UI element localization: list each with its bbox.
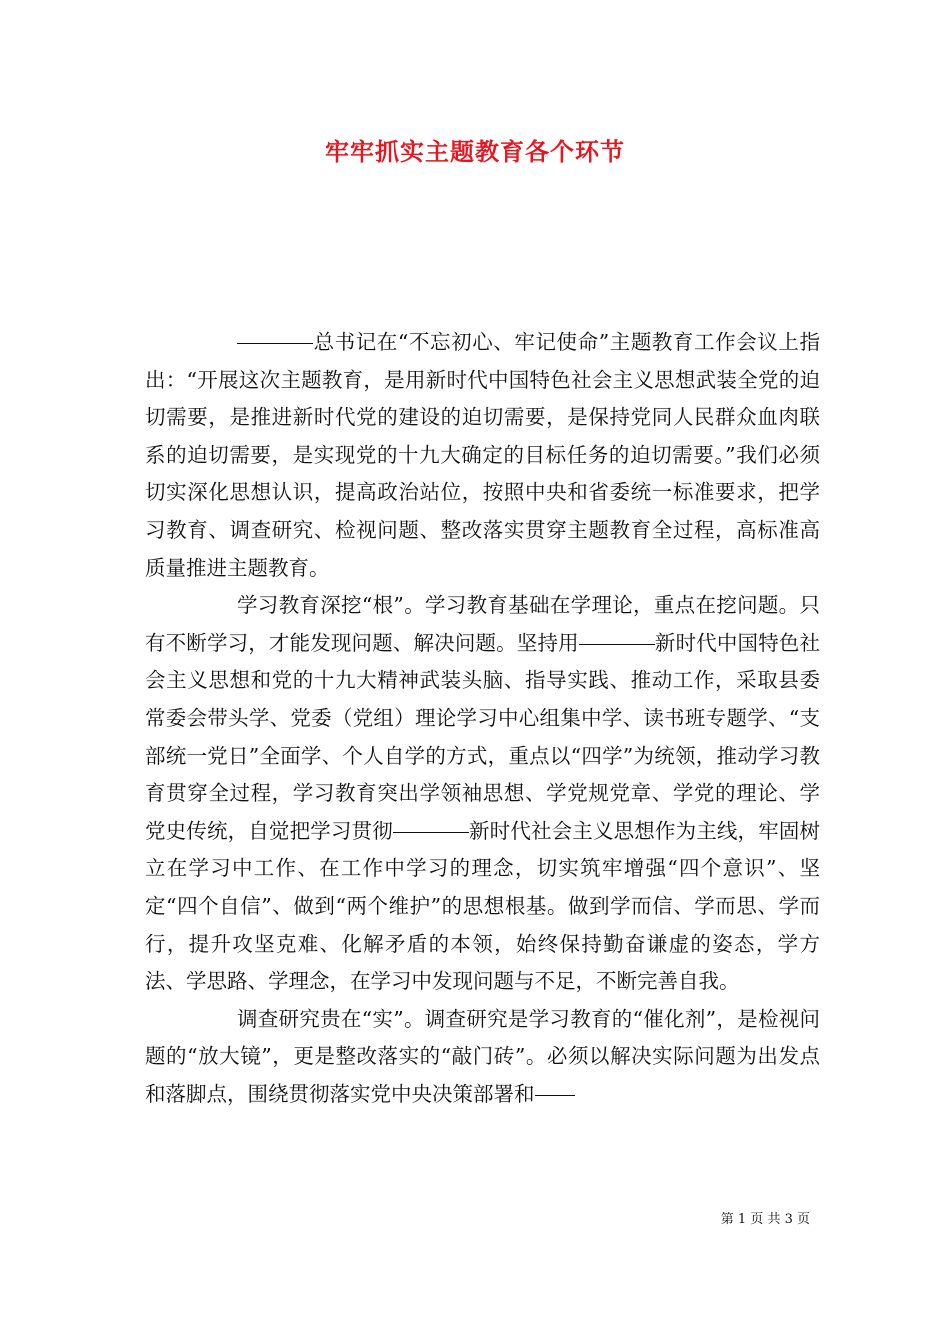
page-number: 第 1 页 共 3 页: [720, 1212, 810, 1227]
document-title: 牢牢抓实主题教育各个环节: [325, 137, 625, 166]
paragraph-intro: [145, 324, 820, 587]
paragraph-text: 新时代中国特色社会主义思想和党的十九大精神武装头脑、指导实践、推动工作，采取县委常委会带头学、党委（党组）理论学习中心组集中学、读书班专题学、“支部统一党日”全面学、个人自学的方式，重点以“四学”为统领，推动学习教育贯穿全过程，学习教育突出学领袖思想、学党规党章、学党的理论、学党史传统，自觉把学习贯彻: [145, 630, 821, 843]
paragraph-study: [145, 587, 820, 1001]
redacted-blank: [579, 643, 655, 645]
paragraph-research: [145, 1001, 820, 1114]
paragraph-text: 调查研究贵在“实”。调查研究是学习教育的“催化剂”，是检视问题的“放大镜”，更是整改落实的“敲门砖”。必须以解决实际问题为出发点和落脚点，围绕贯彻落实党中央决策部署和: [145, 1006, 820, 1106]
document-body: [145, 324, 820, 1113]
redacted-blank: [393, 831, 469, 833]
paragraph-text: 学习教育深挖“根”。学习教育基础在学理论，重点在挖问题。只有不断学习，才能发现问题、解决问题。坚持用: [145, 593, 820, 655]
paragraph-text: 总书记在“不忘初心、牢记使命”主题教育工作会议上指出：“开展这次主题教育，是用新时代中国特色社会主义思想武装全党的迫切需要，是推进新时代党的建设的迫切需要，是保持党同人民群众血肉联系的迫切需要，是实现党的十九大确定的目标任务的迫切需要。”我们必须切实深化思想认识，提高政治站位，按照中央和省委统一标准要求，把学习教育、调查研究、检视问题、整改落实贯穿主题教育全过程，高标准高质量推进主题教育。: [145, 330, 820, 580]
redacted-blank: [237, 342, 313, 344]
paragraph-text: 新时代社会主义思想作为主线，牢固树立在学习中工作、在工作中学习的理念，切实筑牢增强“四个意识”、坚定“四个自信”、做到“两个维护”的思想根基。做到学而信、学而思、学而行，提升攻坚克难、化解矛盾的本领，始终保持勤奋谦虚的姿态，学方法、学思路、学理念，在学习中发现问题与不足，不断完善自我。: [145, 818, 821, 994]
redacted-blank: [535, 1094, 575, 1096]
